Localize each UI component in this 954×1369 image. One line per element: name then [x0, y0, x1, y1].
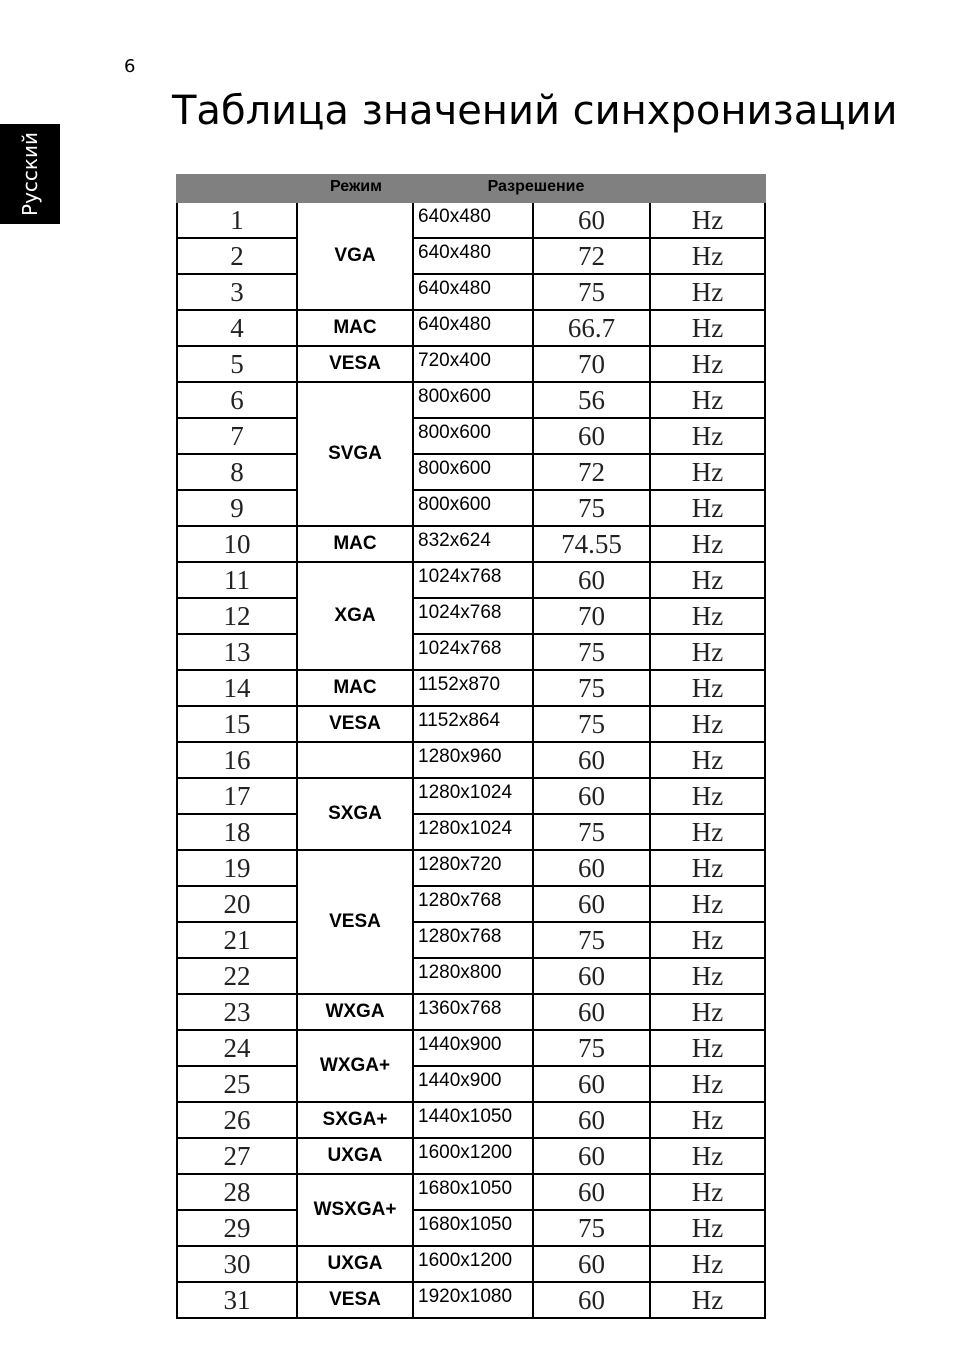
refresh-rate-cell: 75 [533, 634, 650, 670]
refresh-rate-cell: 74.55 [533, 526, 650, 562]
row-number: 31 [177, 1282, 297, 1318]
refresh-rate-cell: 60 [533, 203, 650, 238]
resolution-cell: 1024x768 [413, 634, 533, 670]
unit-cell: Hz [650, 1210, 765, 1246]
unit-cell: Hz [650, 562, 765, 598]
refresh-rate-cell: 75 [533, 1030, 650, 1066]
refresh-rate-cell: 60 [533, 1282, 650, 1318]
table-row [177, 742, 765, 778]
table-row [177, 526, 765, 562]
table-row [177, 598, 765, 634]
resolution-cell: 1152x870 [413, 670, 533, 706]
resolution-cell: 800x600 [413, 382, 533, 418]
resolution-cell: 1440x1050 [413, 1102, 533, 1138]
unit-cell: Hz [650, 454, 765, 490]
resolution-cell: 800x600 [413, 418, 533, 454]
row-number: 1 [177, 203, 297, 238]
resolution-cell: 1440x900 [413, 1030, 533, 1066]
mode-cell: VGA [297, 203, 413, 310]
mode-cell: XGA [297, 562, 413, 670]
timing-table-body [176, 203, 766, 1319]
resolution-cell: 1680x1050 [413, 1174, 533, 1210]
table-row [177, 958, 765, 994]
row-number: 4 [177, 310, 297, 346]
unit-cell: Hz [650, 274, 765, 310]
row-number: 5 [177, 346, 297, 382]
resolution-cell: 1280x1024 [413, 778, 533, 814]
row-number: 19 [177, 850, 297, 886]
refresh-rate-cell: 60 [533, 1066, 650, 1102]
unit-cell: Hz [650, 490, 765, 526]
row-number: 20 [177, 886, 297, 922]
refresh-rate-cell: 70 [533, 598, 650, 634]
row-number: 24 [177, 1030, 297, 1066]
language-side-tab [0, 124, 60, 224]
mode-cell: WXGA+ [297, 1030, 413, 1102]
table-row [177, 886, 765, 922]
table-row [177, 490, 765, 526]
unit-cell: Hz [650, 742, 765, 778]
refresh-rate-cell: 60 [533, 850, 650, 886]
resolution-cell: 1920x1080 [413, 1282, 533, 1318]
row-number: 21 [177, 922, 297, 958]
row-number: 23 [177, 994, 297, 1030]
row-number: 16 [177, 742, 297, 778]
row-number: 6 [177, 382, 297, 418]
resolution-cell: 1440x900 [413, 1066, 533, 1102]
unit-cell: Hz [650, 598, 765, 634]
unit-cell: Hz [650, 346, 765, 382]
table-header [176, 174, 766, 203]
unit-cell: Hz [650, 814, 765, 850]
unit-cell: Hz [650, 886, 765, 922]
row-number: 15 [177, 706, 297, 742]
table-row [177, 1066, 765, 1102]
unit-cell: Hz [650, 994, 765, 1030]
unit-cell: Hz [650, 526, 765, 562]
table-row [177, 1210, 765, 1246]
header-mode: Режим [330, 178, 382, 195]
unit-cell: Hz [650, 850, 765, 886]
unit-cell: Hz [650, 1066, 765, 1102]
unit-cell: Hz [650, 418, 765, 454]
resolution-cell: 1024x768 [413, 562, 533, 598]
row-number: 11 [177, 562, 297, 598]
mode-cell: WXGA [297, 994, 413, 1030]
header-resolution: Разрешение [487, 178, 585, 195]
table-row [177, 922, 765, 958]
language-label: Русский [18, 132, 42, 216]
row-number: 8 [177, 454, 297, 490]
refresh-rate-cell: 75 [533, 490, 650, 526]
refresh-rate-cell: 60 [533, 1174, 650, 1210]
table-row [177, 382, 765, 418]
mode-cell: SXGA+ [297, 1102, 413, 1138]
table-row [177, 814, 765, 850]
row-number: 13 [177, 634, 297, 670]
resolution-cell: 1280x768 [413, 886, 533, 922]
resolution-cell: 640x480 [413, 310, 533, 346]
resolution-cell: 1280x800 [413, 958, 533, 994]
row-number: 12 [177, 598, 297, 634]
row-number: 30 [177, 1246, 297, 1282]
resolution-cell: 832x624 [413, 526, 533, 562]
table-row [177, 562, 765, 598]
unit-cell: Hz [650, 1030, 765, 1066]
unit-cell: Hz [650, 310, 765, 346]
table-row [177, 706, 765, 742]
row-number: 28 [177, 1174, 297, 1210]
refresh-rate-cell: 60 [533, 958, 650, 994]
refresh-rate-cell: 75 [533, 1210, 650, 1246]
row-number: 29 [177, 1210, 297, 1246]
refresh-rate-cell: 60 [533, 1138, 650, 1174]
resolution-cell: 1024x768 [413, 598, 533, 634]
mode-cell: MAC [297, 670, 413, 706]
refresh-rate-cell: 75 [533, 706, 650, 742]
unit-cell: Hz [650, 1174, 765, 1210]
unit-cell: Hz [650, 382, 765, 418]
row-number: 26 [177, 1102, 297, 1138]
refresh-rate-cell: 56 [533, 382, 650, 418]
refresh-rate-cell: 60 [533, 778, 650, 814]
resolution-cell: 1152x864 [413, 706, 533, 742]
refresh-rate-cell: 60 [533, 562, 650, 598]
resolution-cell: 1280x720 [413, 850, 533, 886]
table-row [177, 670, 765, 706]
mode-cell [297, 742, 413, 778]
mode-cell: VESA [297, 1282, 413, 1318]
row-number: 10 [177, 526, 297, 562]
table-row [177, 850, 765, 886]
row-number: 27 [177, 1138, 297, 1174]
refresh-rate-cell: 72 [533, 454, 650, 490]
unit-cell: Hz [650, 634, 765, 670]
row-number: 7 [177, 418, 297, 454]
refresh-rate-cell: 75 [533, 670, 650, 706]
mode-cell: WSXGA+ [297, 1174, 413, 1246]
resolution-cell: 640x480 [413, 203, 533, 238]
table-row [177, 778, 765, 814]
mode-cell: VESA [297, 346, 413, 382]
unit-cell: Hz [650, 1102, 765, 1138]
refresh-rate-cell: 60 [533, 1246, 650, 1282]
refresh-rate-cell: 75 [533, 922, 650, 958]
unit-cell: Hz [650, 778, 765, 814]
resolution-cell: 640x480 [413, 238, 533, 274]
row-number: 22 [177, 958, 297, 994]
resolution-cell: 1280x1024 [413, 814, 533, 850]
unit-cell: Hz [650, 1138, 765, 1174]
resolution-cell: 1280x768 [413, 922, 533, 958]
mode-cell: SVGA [297, 382, 413, 526]
refresh-rate-cell: 75 [533, 814, 650, 850]
row-number: 25 [177, 1066, 297, 1102]
row-number: 17 [177, 778, 297, 814]
resolution-cell: 640x480 [413, 274, 533, 310]
mode-cell: MAC [297, 310, 413, 346]
mode-cell: SXGA [297, 778, 413, 850]
resolution-cell: 1280x960 [413, 742, 533, 778]
table-row [177, 1174, 765, 1210]
refresh-rate-cell: 60 [533, 418, 650, 454]
table-row [177, 1282, 765, 1318]
unit-cell: Hz [650, 238, 765, 274]
page-title: Таблица значений синхронизации [172, 88, 898, 134]
resolution-cell: 1600x1200 [413, 1138, 533, 1174]
refresh-rate-cell: 60 [533, 994, 650, 1030]
resolution-cell: 1360x768 [413, 994, 533, 1030]
table-row [177, 454, 765, 490]
table-row [177, 1030, 765, 1066]
table-row [177, 418, 765, 454]
unit-cell: Hz [650, 1282, 765, 1318]
row-number: 2 [177, 238, 297, 274]
resolution-cell: 1680x1050 [413, 1210, 533, 1246]
table-row [177, 1102, 765, 1138]
refresh-rate-cell: 72 [533, 238, 650, 274]
unit-cell: Hz [650, 958, 765, 994]
table-row [177, 634, 765, 670]
mode-cell: VESA [297, 850, 413, 994]
resolution-cell: 800x600 [413, 454, 533, 490]
table-row [177, 238, 765, 274]
table-row [177, 1246, 765, 1282]
table-row [177, 310, 765, 346]
refresh-rate-cell: 60 [533, 742, 650, 778]
mode-cell: MAC [297, 526, 413, 562]
row-number: 14 [177, 670, 297, 706]
unit-cell: Hz [650, 922, 765, 958]
table-row [177, 1138, 765, 1174]
refresh-rate-cell: 60 [533, 1102, 650, 1138]
mode-cell: UXGA [297, 1246, 413, 1282]
page-number: 6 [124, 56, 136, 77]
resolution-cell: 800x600 [413, 490, 533, 526]
table-row [177, 994, 765, 1030]
unit-cell: Hz [650, 706, 765, 742]
timing-table [176, 174, 766, 1319]
row-number: 9 [177, 490, 297, 526]
mode-cell: UXGA [297, 1138, 413, 1174]
refresh-rate-cell: 66.7 [533, 310, 650, 346]
table-row [177, 203, 765, 238]
table-row [177, 346, 765, 382]
refresh-rate-cell: 75 [533, 274, 650, 310]
row-number: 18 [177, 814, 297, 850]
unit-cell: Hz [650, 670, 765, 706]
resolution-cell: 1600x1200 [413, 1246, 533, 1282]
unit-cell: Hz [650, 1246, 765, 1282]
row-number: 3 [177, 274, 297, 310]
refresh-rate-cell: 70 [533, 346, 650, 382]
mode-cell: VESA [297, 706, 413, 742]
table-row [177, 274, 765, 310]
refresh-rate-cell: 60 [533, 886, 650, 922]
resolution-cell: 720x400 [413, 346, 533, 382]
unit-cell: Hz [650, 203, 765, 238]
